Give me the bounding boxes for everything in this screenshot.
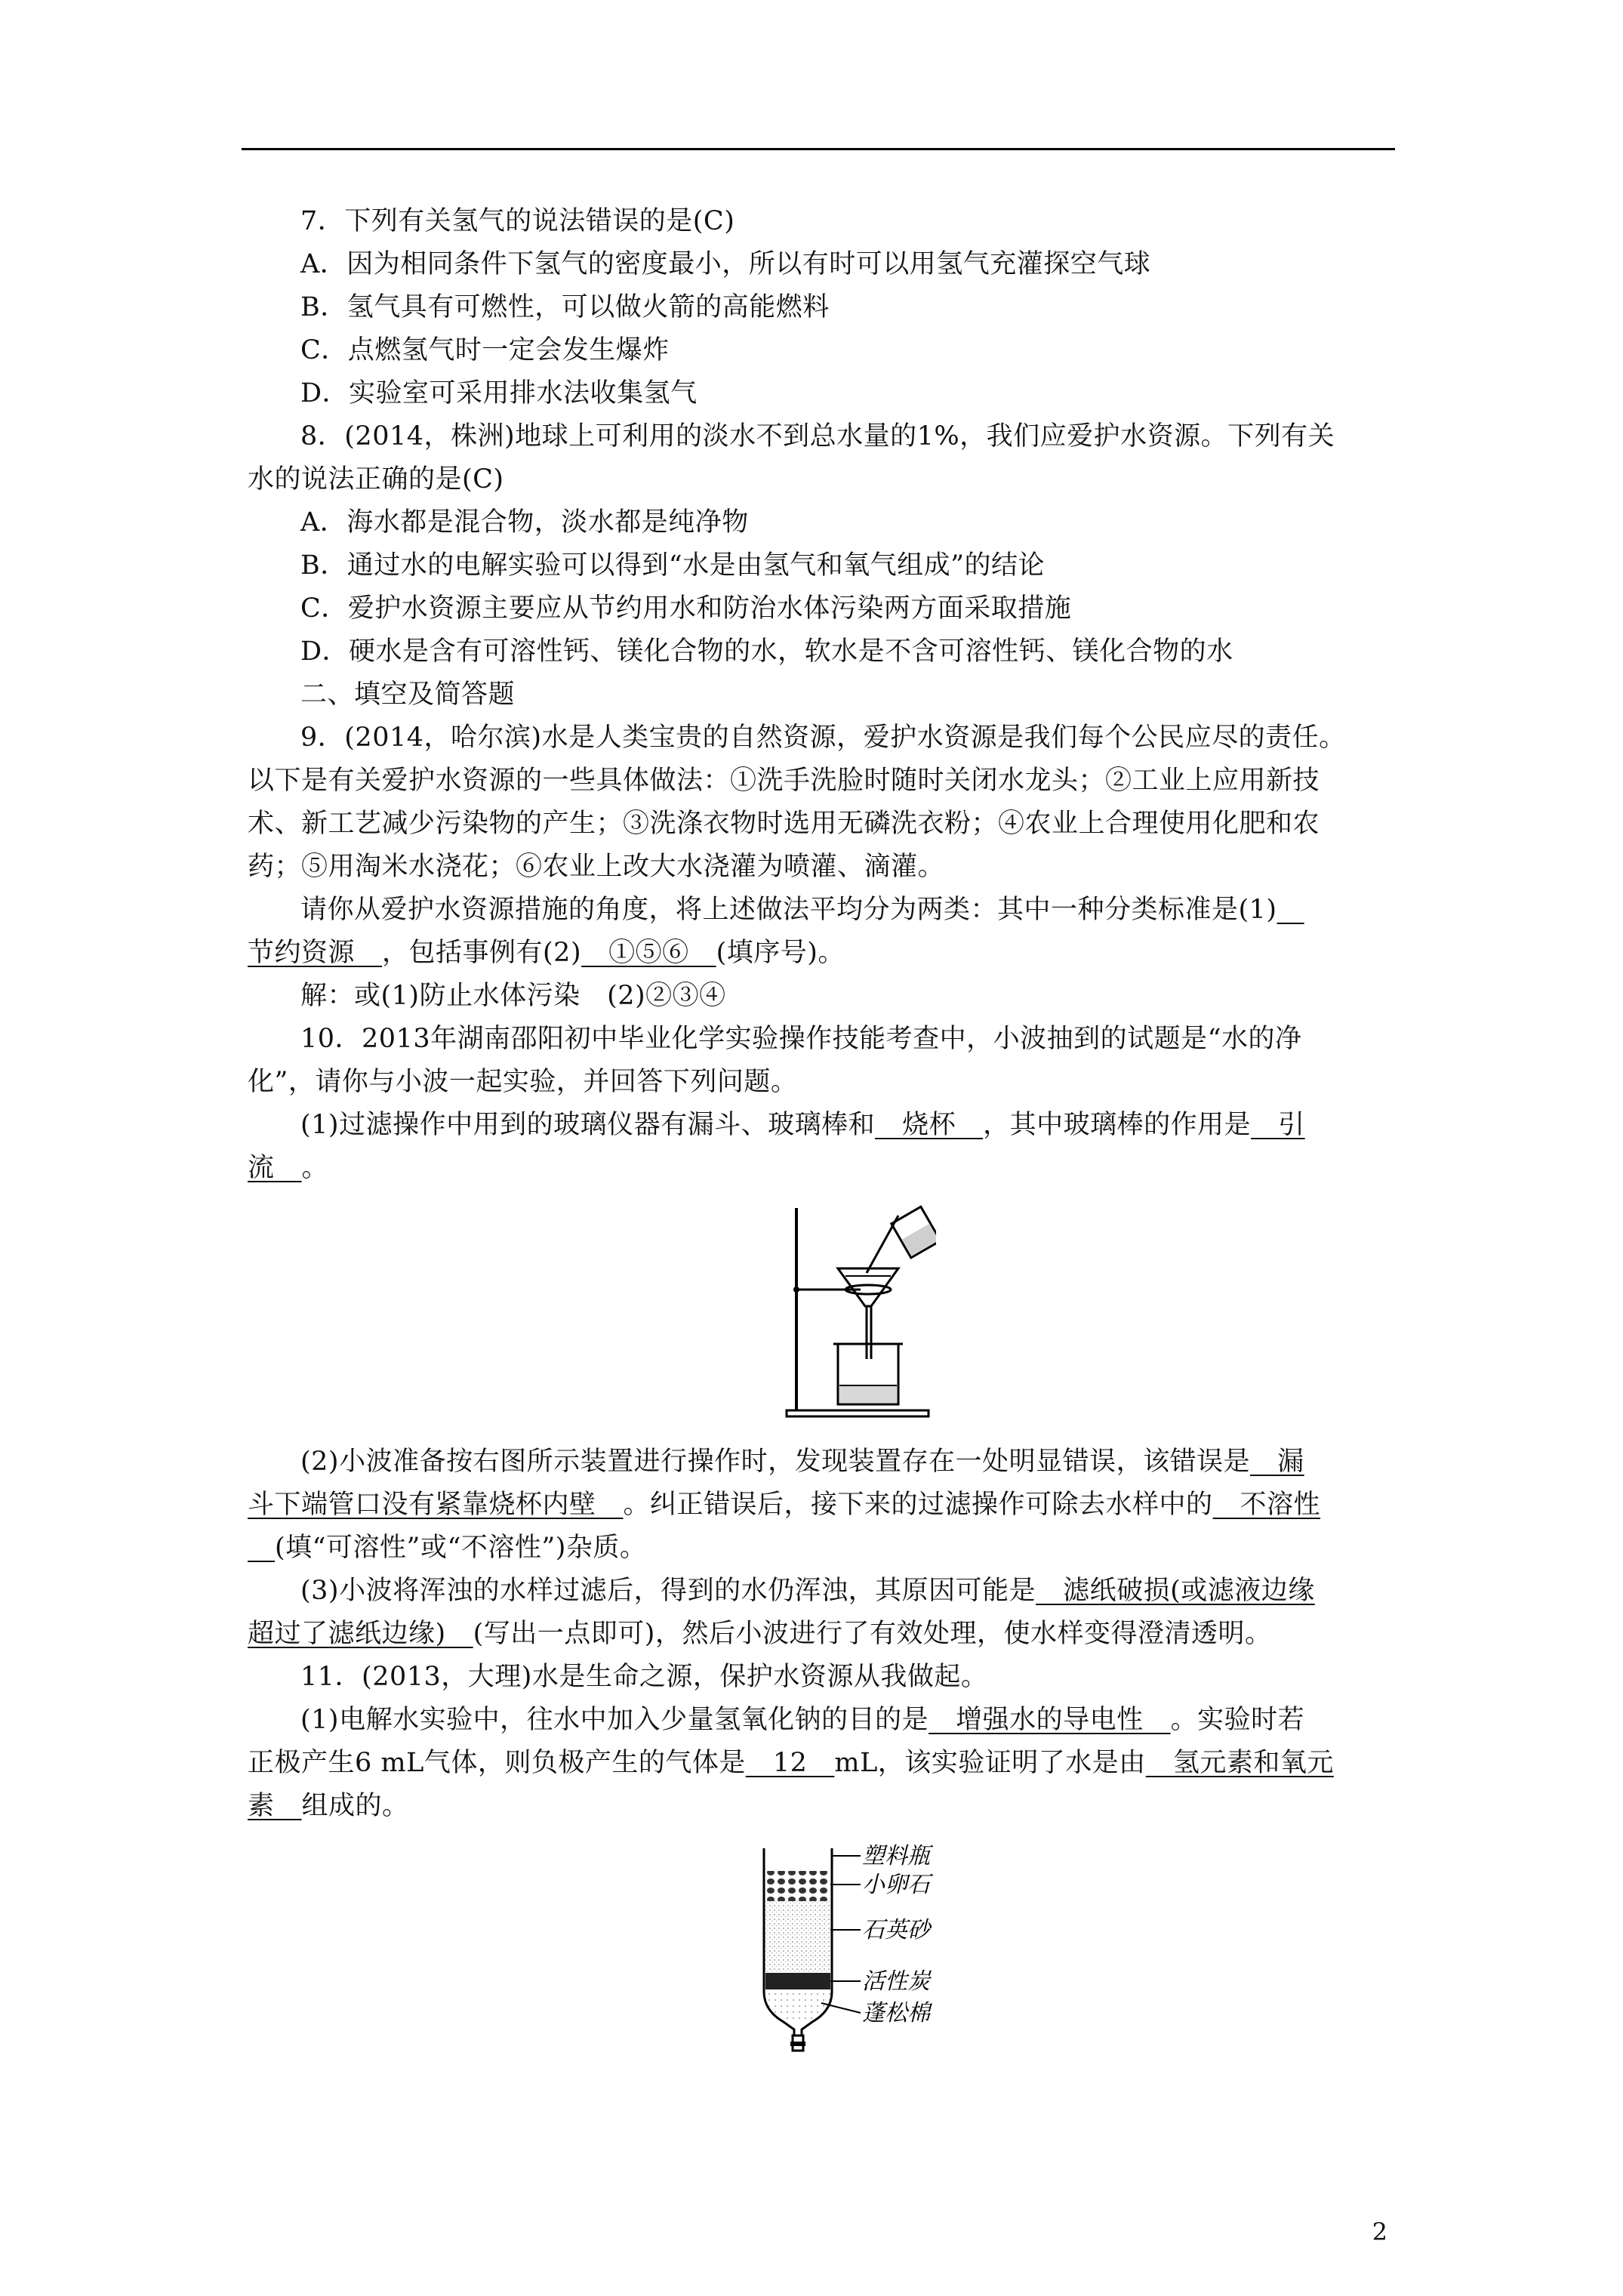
label-cotton: 蓬松棉: [862, 2000, 930, 2026]
label-activated-carbon: 活性炭: [862, 1968, 930, 1995]
section-heading: 二、填空及简答题: [300, 680, 516, 710]
page-number: 2: [1372, 2217, 1387, 2246]
q9-line1: 9．(2014，哈尔滨)水是人类宝贵的自然资源，爱护水资源是我们每个公民应尽的责任。: [300, 723, 1346, 753]
q7-option-c: C．点燃氢气时一定会发生爆炸: [300, 335, 670, 365]
label-pebbles: 小卵石: [862, 1872, 930, 1898]
q9-answer2: __①⑤⑥__: [581, 938, 716, 968]
q10-part3-line1: [300, 1570, 1315, 1612]
q11-p1-answer3b: 素__: [248, 1791, 302, 1821]
q8-option-b: B．通过水的电解实验可以得到“水是由氢气和氧气组成”的结论: [300, 550, 1046, 581]
q10-p3-answer-a: __滤纸破损(或滤液边缘: [1036, 1576, 1315, 1606]
q9-answer1-blank: __: [1277, 895, 1304, 925]
q10-part3-line2: [248, 1613, 1271, 1655]
q10-p2-answer1a: __漏: [1250, 1447, 1304, 1477]
q9-end-text: (填序号)。: [716, 938, 845, 968]
q9-question-text: 请你从爱护水资源措施的角度，将上述做法平均分为两类：其中一种分类标准是(1): [300, 895, 1277, 925]
q9-line5: [300, 889, 1304, 931]
q11-line1: 11．(2013，大理)水是生命之源，保护水资源从我做起。: [300, 1662, 988, 1692]
q10-part2-line1: [300, 1441, 1304, 1483]
q9-mid-text: ，包括事例有(2): [382, 938, 582, 968]
q10-p2-answer2: __不溶性: [1212, 1490, 1321, 1520]
q9-line3: 术、新工艺减少污染物的产生；③洗涤衣物时选用无磷洗衣粉；④农业上合理使用化肥和农: [248, 809, 1320, 839]
q10-part1-line2: [248, 1147, 328, 1189]
q10-part1-line1: [300, 1104, 1305, 1146]
q9-line4: 药；⑤用淘米水浇花；⑥农业上改大水浇灌为喷灌、滴灌。: [248, 852, 945, 882]
q9-solution: 解：或(1)防止水体污染 (2)②③④: [300, 981, 726, 1011]
q8-option-a: A．海水都是混合物，淡水都是纯净物: [300, 507, 749, 538]
q10-part2-line3: [248, 1527, 646, 1569]
q11-p1-text: (1)电解水实验中，往水中加入少量氢氧化钠的目的是: [300, 1705, 929, 1735]
filtration-apparatus-figure: [785, 1200, 936, 1423]
q10-p1-answer1: __烧杯__: [875, 1110, 984, 1140]
q11-p1-answer3a: __氢元素和氧元: [1145, 1748, 1334, 1778]
header-rule: [242, 148, 1395, 150]
q11-p1-answer2: __12__: [745, 1748, 835, 1778]
q10-p2-text3: (填“可溶性”或“不溶性”)杂质。: [275, 1533, 647, 1563]
q8-option-d: D．硬水是含有可溶性钙、镁化合物的水，软水是不含可溶性钙、镁化合物的水: [300, 636, 1233, 667]
q11-p1-text3: 正极产生6 mL气体，则负极产生的气体是: [248, 1748, 746, 1778]
q7-stem: 7．下列有关氢气的说法错误的是(C): [300, 206, 735, 236]
q10-p2-answer1b: 斗下端管口没有紧靠烧杯内壁__: [248, 1490, 624, 1520]
q10-p2-text: (2)小波准备按右图所示装置进行操作时，发现装置存在一处明显错误，该错误是: [300, 1447, 1251, 1477]
q10-p3-text: (3)小波将浑浊的水样过滤后，得到的水仍浑浊，其原因可能是: [300, 1576, 1036, 1606]
q10-part2-line2: [248, 1484, 1320, 1526]
q11-p1-answer1: __增强水的导电性__: [929, 1705, 1171, 1735]
q9-line2: 以下是有关爱护水资源的一些具体做法：①洗手洗脸时随时关闭水龙头；②工业上应用新技: [248, 766, 1320, 796]
water-filter-figure: [755, 1841, 981, 2060]
q11-part1-line2: [248, 1742, 1334, 1784]
q10-p1-answer2a: __引: [1251, 1110, 1305, 1140]
q11-part1-line1: [300, 1699, 1304, 1741]
q10-p3-answer-b: 超过了滤纸边缘)__: [248, 1619, 473, 1649]
q7-option-d: D．实验室可采用排水法收集氢气: [300, 378, 698, 408]
q10-p2-text2: 。纠正错误后，接下来的过滤操作可除去水样中的: [623, 1490, 1213, 1520]
q7-option-b: B．氢气具有可燃性，可以做火箭的高能燃料: [300, 292, 830, 322]
q10-p1-text: (1)过滤操作中用到的玻璃仪器有漏斗、玻璃棒和: [300, 1110, 876, 1140]
q10-line1: 10．2013年湖南邵阳初中毕业化学实验操作技能考查中，小波抽到的试题是“水的净: [300, 1024, 1302, 1054]
q10-p1-answer2b: 流__: [248, 1153, 302, 1183]
q10-line2: 化”，请你与小波一起实验，并回答下列问题。: [248, 1067, 798, 1097]
q11-p1-text2: 。实验时若: [1170, 1705, 1305, 1735]
q10-p1-text2: ，其中玻璃棒的作用是: [983, 1110, 1252, 1140]
q11-p1-text4: mL，该实验证明了水是由: [834, 1748, 1146, 1778]
q7-option-a: A．因为相同条件下氢气的密度最小，所以有时可以用氢气充灌探空气球: [300, 249, 1151, 279]
label-quartz-sand: 石英砂: [862, 1917, 930, 1943]
q10-p3-text2: (写出一点即可)，然后小波进行了有效处理，使水样变得澄清透明。: [473, 1619, 1272, 1649]
q10-p1-end: 。: [301, 1153, 329, 1183]
q9-answer1: 节约资源__: [248, 938, 383, 968]
q8-stem-line2: 水的说法正确的是(C): [248, 464, 504, 495]
q11-p1-text5: 组成的。: [301, 1791, 409, 1821]
label-plastic-bottle: 塑料瓶: [862, 1843, 930, 1869]
q10-p2-answer2-blank: __: [248, 1533, 275, 1563]
q8-stem-line1: 8．(2014，株洲)地球上可利用的淡水不到总水量的1%，我们应爱护水资源。下列有关: [300, 421, 1335, 451]
q9-line6: [248, 932, 845, 974]
q11-part1-line3: [248, 1785, 409, 1827]
q8-option-c: C．爱护水资源主要应从节约用水和防治水体污染两方面采取措施: [300, 593, 1072, 624]
